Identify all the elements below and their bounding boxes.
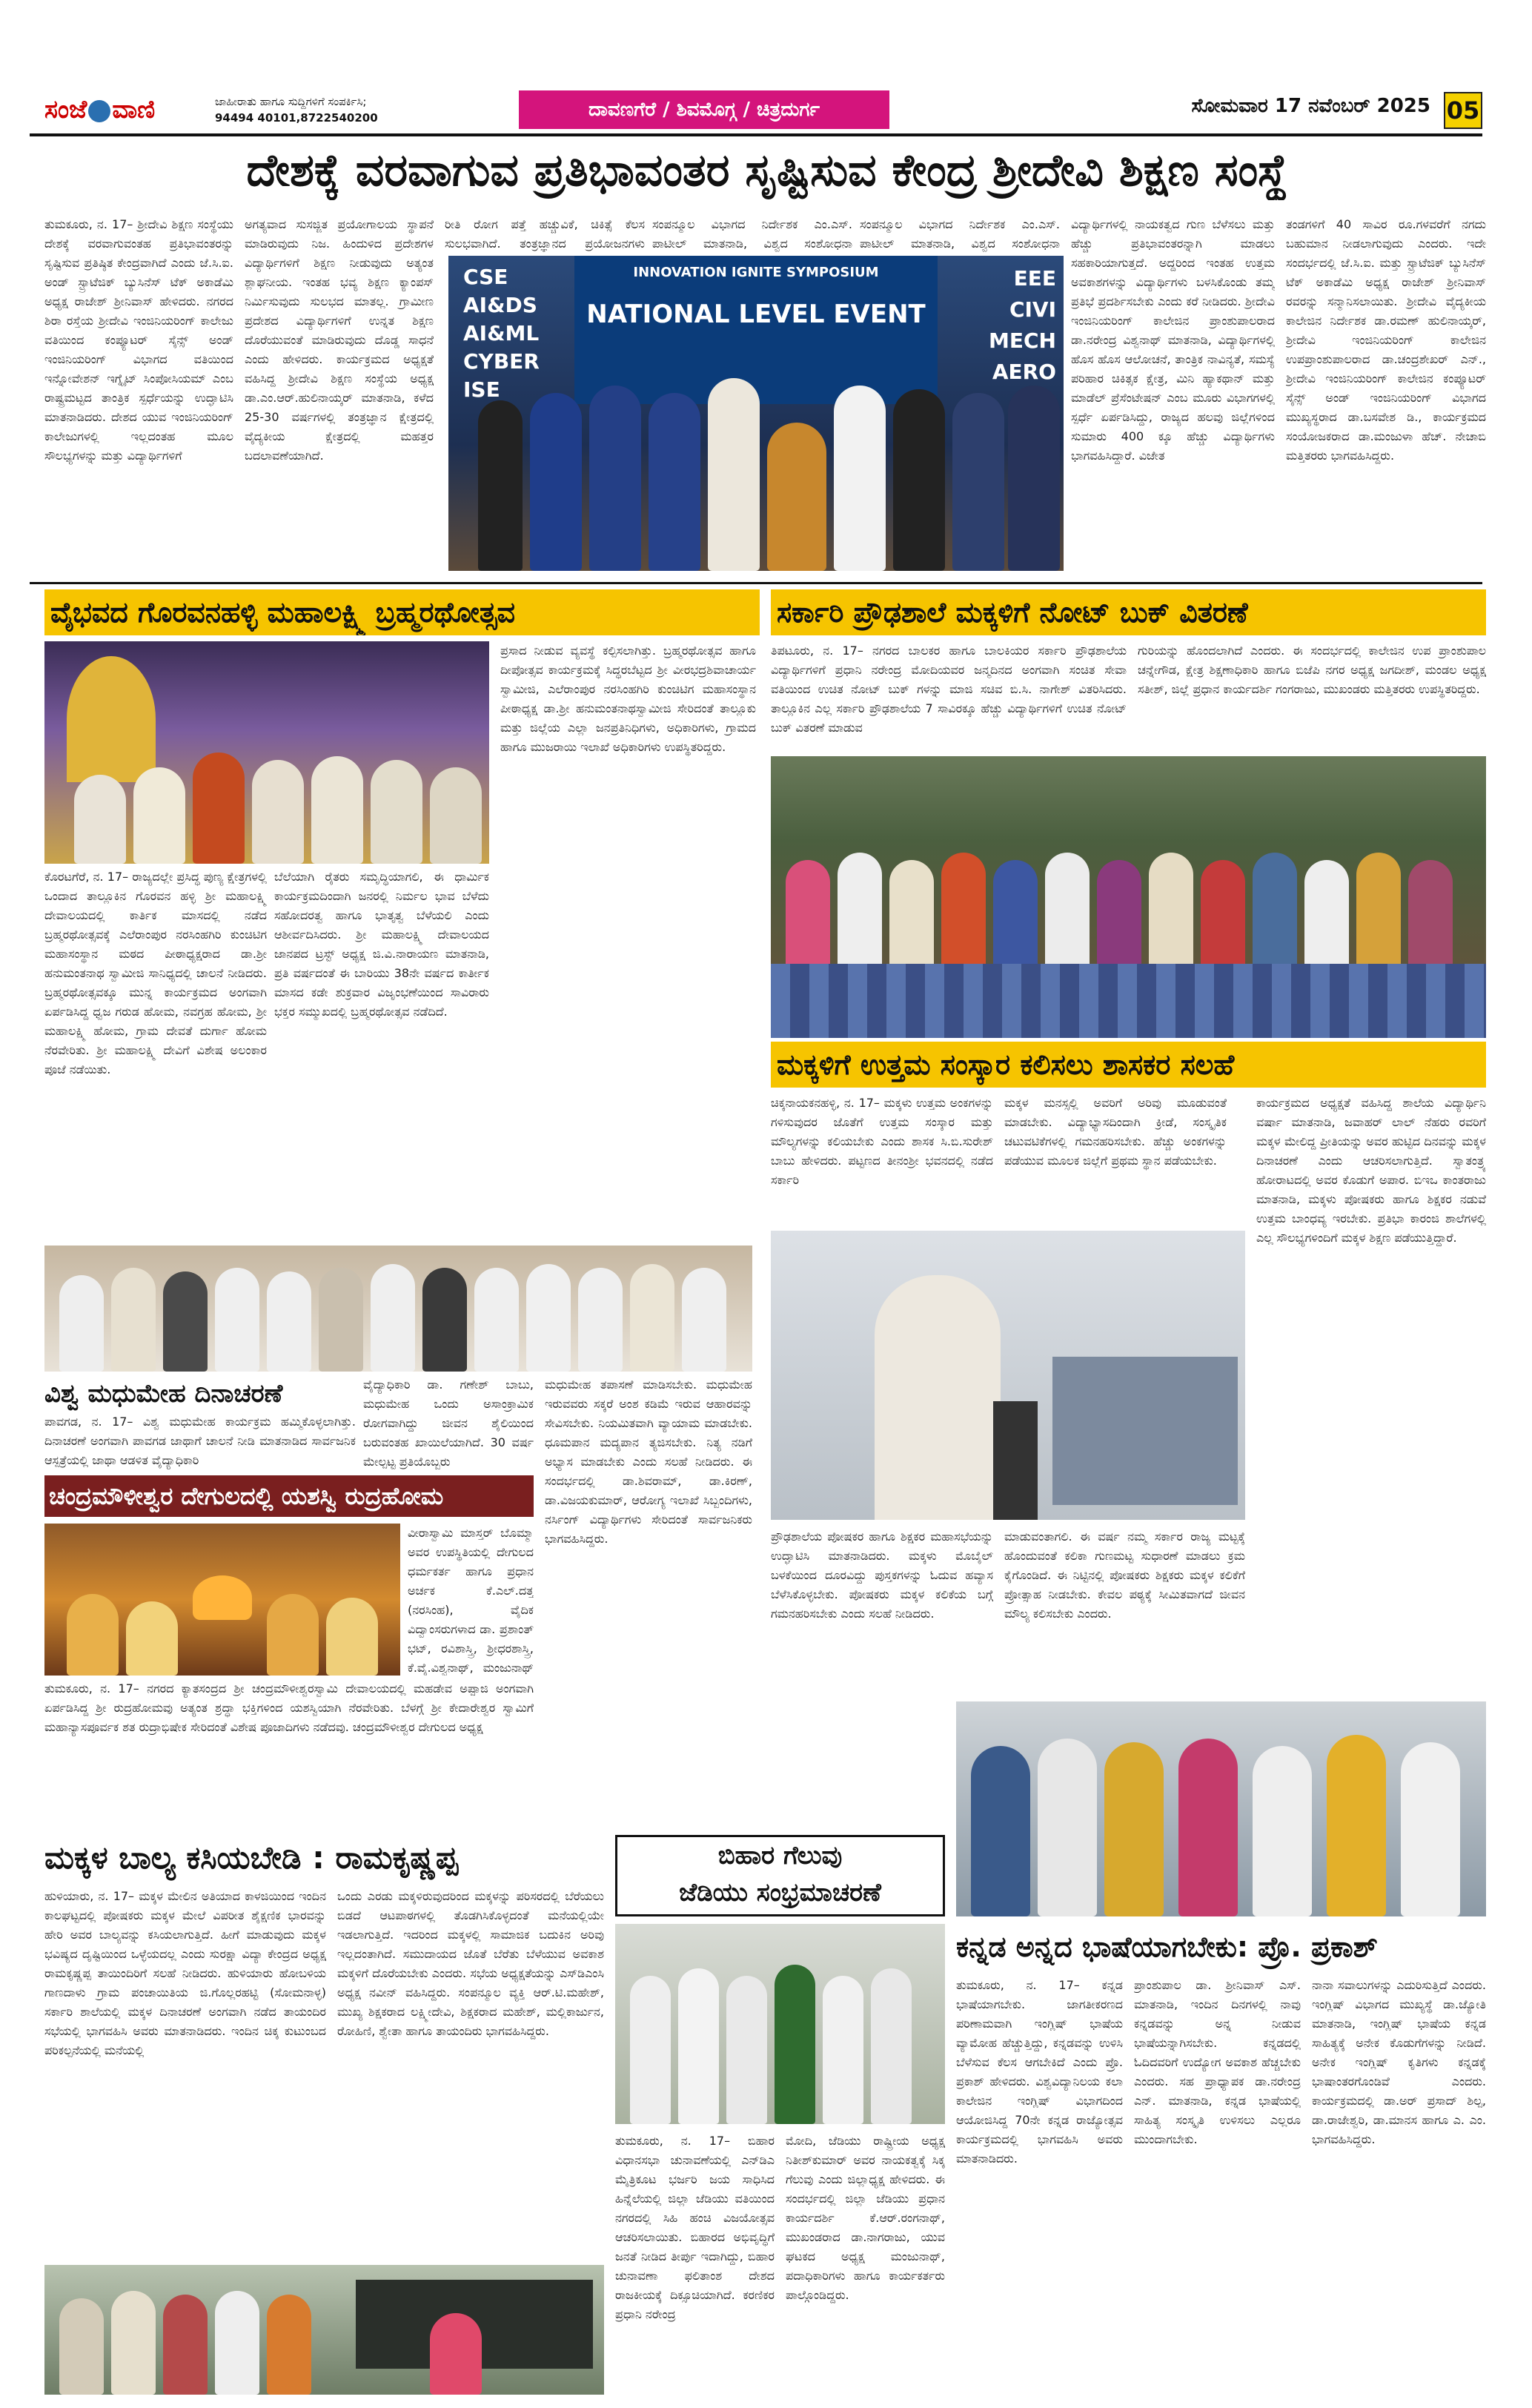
person-figure: [319, 1268, 363, 1372]
person-figure: [834, 386, 886, 571]
sanskara-photo: [771, 1231, 1245, 1520]
diabetes-headline: ವಿಶ್ವ ಮಧುಮೇಹ ದಿನಾಚರಣೆ: [44, 1379, 283, 1409]
stage-audience: [1052, 1357, 1238, 1505]
person-figure: [1008, 386, 1060, 571]
person-figure: [767, 423, 826, 571]
person-figure: [1401, 1742, 1460, 1916]
sanskara-col4: ಮಾಡುವಂತಾಗಲಿ. ಈ ವರ್ಷ ನಮ್ಮ ಸರ್ಕಾರ ರಾಜ್ಯ ಮಟ್ಟಕ್ಕೆ ಹೊಂದುವಂತೆ ಕಲಿಕಾ ಗುಣಮಟ್ಟ ಸುಧಾರಣೆ ಮಾಡಲು ಕ್ರಮ ಕೈಗೊಂಡಿದೆ. ಈ ನಿಟ್ಟಿನಲ್ಲಿ ಪೋಷಕರು ಶಿಕ್ಷಕರು ಮಕ್ಕಳ ಕಲಿಕೆಗೆ ಪ್ರೋತ್ಸಾಹ ನೀಡಬೇಕು. ಕೇವಲ ಪಠ್ಯಕ್ಕೆ ಸೀಮಿತವಾಗದೆ ಜೀವನ ಮೌಲ್ಯ ಕಲಿಸಬೇಕು ಎಂದರು.: [1004, 1529, 1245, 1621]
banner-main: NATIONAL LEVEL EVENT: [586, 300, 926, 329]
globe-icon: [88, 100, 110, 122]
person-figure: [893, 389, 945, 571]
person-figure: [163, 1271, 208, 1372]
rudrahoma-photo: [44, 1524, 400, 1676]
ramakrishnappa-headline: ಮಕ್ಕಳ ಬಾಲ್ಯ ಕಸಿಯಬೇಡಿ : ರಾಮಕೃಷ್ಣಪ್ಪ: [44, 1839, 458, 1876]
person-figure: [111, 2291, 156, 2395]
banner-title: INNOVATION IGNITE SYMPOSIUM: [633, 265, 879, 280]
person-figure: [111, 1268, 156, 1372]
main-story-col4b: ಸಂಪನ್ಮೂಲ ವಿಭಾಗದ ನಿರ್ದೇಶಕ ಎಂ.ಎಸ್. ಪಾಟೀಲ್ ಮಾತನಾಡಿ, ವಿಶ್ವದ ಸಂಶೋಧನಾ: [860, 217, 1060, 251]
person-figure: [252, 760, 304, 864]
banner-left-tags: [463, 263, 552, 411]
tag: AI&ML: [463, 321, 540, 345]
person-figure: [589, 386, 641, 571]
person-figure: [952, 393, 1004, 571]
notebook-headline: ಸರ್ಕಾರಿ ಪ್ರೌಢಶಾಲೆ ಮಕ್ಕಳಿಗೆ ನೋಟ್ ಬುಕ್ ವಿತರಣೆ: [771, 589, 1486, 635]
logo-text-left: ಸಂಜೆ: [44, 95, 87, 125]
person-figure: [215, 1268, 259, 1372]
brahmaratha-col1: ಕೊರಟಗೆರೆ, ನ. 17– ರಾಜ್ಯದಲ್ಲೇ ಪ್ರಸಿದ್ಧ ಪುಣ್ಯ ಕ್ಷೇತ್ರಗಳಲ್ಲಿ ಒಂದಾದ ತಾಲ್ಲೂಕಿನ ಗೊರವನ ಹಳ್ಳಿ ಶ್ರೀ ಮಹಾಲಕ್ಷ್ಮಿ ದೇವಾಲಯದಲ್ಲಿ ಕಾರ್ತಿಕ ಮಾಸದಲ್ಲಿ ನಡೆದ ಬ್ರಹ್ಮರಥೋತ್ಸವಕ್ಕೆ ಎಲೆರಾಂಪುರ ನರಸಿಂಹಗಿರಿ ಕುಂಚಿಟಿಗ ಮಹಾಸಂಸ್ಥಾನ ಮಠದ ಪೀಠಾಧ್ಯಕ್ಷರಾದ ಡಾ.ಶ್ರೀ ಹನುಮಂತನಾಥ ಸ್ವಾಮೀಜಿ ಸಾನಿಧ್ಯದಲ್ಲಿ ಚಾಲನೆ ನೀಡಿದರು. ಬ್ರಹ್ಮರಥೋತ್ಸವಕ್ಕೂ ಮುನ್ನ ಕಾರ್ಯಕ್ರಮದ ಅಂಗವಾಗಿ ಏರ್ಪಡಿಸಿದ್ದ ಧ್ವಜ ಗರುಡ ಹೋಮ, ನವಗ್ರಹ ಹೋಮ, ಶ್ರೀ ಮಹಾಲಕ್ಷ್ಮಿ ಹೋಮ, ಗ್ರಾಮ ದೇವತೆ ದುರ್ಗಾ ಹೋಮ ನೆರವೇರಿತು. ಶ್ರೀ ಮಹಾಲಕ್ಷ್ಮಿ ದೇವಿಗೆ ವಿಶೇಷ ಅಲಂಕಾರ ಪೂಜೆ ನಡೆಯಿತು.: [44, 870, 267, 1076]
main-story-col2: ಅಗತ್ಯವಾದ ಸುಸಜ್ಜಿತ ಪ್ರಯೋಗಾಲಯ ಸ್ಥಾಪನೆ ಮಾಡಿರುವುದು ನಿಜ. ಹಿಂದುಳಿದ ಪ್ರದೇಶಗಳ ವಿದ್ಯಾರ್ಥಿಗಳಿಗೆ ಶಿಕ್ಷಣ ನೀಡುವುದು ಅತ್ಯಂತ ಶ್ಲಾಘನೀಯ. ಇಂತಹ ಭವ್ಯ ಶಿಕ್ಷಣ ಕ್ಯಾಂಪಸ್ ನಿರ್ಮಿಸುವುದು ಸುಲಭದ ಮಾತಲ್ಲ. ಗ್ರಾಮೀಣ ಪ್ರದೇಶದ ವಿದ್ಯಾರ್ಥಿಗಳಿಗೆ ಉನ್ನತ ಶಿಕ್ಷಣ ದೊರೆಯುವಂತೆ ಮಾಡಿರುವುದು ದೊಡ್ಡ ಸಾಧನೆ ಎಂದು ಹೇಳಿದರು. ಕಾರ್ಯಕ್ರಮದ ಅಧ್ಯಕ್ಷತೆ ವಹಿಸಿದ್ದ ಶ್ರೀದೇವಿ ಶಿಕ್ಷಣ ಸಂಸ್ಥೆಯ ಅಧ್ಯಕ್ಷ ಡಾ.ಎಂ.ಆರ್.ಹುಲಿನಾಯ್ಕರ್ ಮಾತನಾಡಿ, ಕಳೆದ 25-30 ವರ್ಷಗಳಲ್ಲಿ ತಂತ್ರಜ್ಞಾನ ಕ್ಷೇತ್ರದಲ್ಲಿ ವೈದ್ಯಕೀಯ ಕ್ಷೇತ್ರದಲ್ಲಿ ಮಹತ್ತರ ಬದಲಾವಣೆಯಾಗಿದೆ.: [245, 217, 434, 463]
person-figure: [649, 393, 700, 571]
sanskara-col5: ಪ್ರೌಢಶಾಲೆಯ ಪೋಷಕರ ಹಾಗೂ ಶಿಕ್ಷಕರ ಮಹಾಸಭೆಯನ್ನು ಉದ್ಘಾಟಿಸಿ ಮಾತನಾಡಿದರು. ಮಕ್ಕಳು ಮೊಬೈಲ್ ಬಳಕೆಯಿಂದ ದೂರವಿದ್ದು ಪುಸ್ತಕಗಳನ್ನು ಓದುವ ಹವ್ಯಾಸ ಬೆಳೆಸಿಕೊಳ್ಳಬೇಕು. ಪೋಷಕರು ಮಕ್ಕಳ ಕಲಿಕೆಯ ಬಗ್ಗೆ ಗಮನಹರಿಸಬೇಕು ಎಂದು ಸಲಹೆ ನೀಡಿದರು.: [771, 1529, 993, 1621]
masthead: [0, 0, 1532, 141]
person-figure: [478, 400, 523, 571]
person-figure: [163, 2295, 208, 2395]
prakash-col2: ಪ್ರಾಂಶುಪಾಲ ಡಾ. ಶ್ರೀನಿವಾಸ್ ಎಸ್. ಮಾತನಾಡಿ, ಇಂದಿನ ದಿನಗಳಲ್ಲಿ ನಾವು ಕನ್ನಡವನ್ನು ಅನ್ನ ನೀಡುವ ಭಾಷೆಯನ್ನಾಗಿಸಬೇಕು. ಕನ್ನಡದಲ್ಲಿ ಓದಿದವರಿಗೆ ಉದ್ಯೋಗ ಅವಕಾಶ ಹೆಚ್ಚಬೇಕು ಎಂದರು. ಸಹ ಪ್ರಾಧ್ಯಾಪಕ ಡಾ.ನರೇಂದ್ರ ಎನ್. ಮಾತನಾಡಿ, ಕನ್ನಡ ಭಾಷೆಯಲ್ಲಿ ಸಾಹಿತ್ಯ ಸಂಸ್ಕೃತಿ ಉಳಿಸಲು ಎಲ್ಲರೂ ಮುಂದಾಗಬೇಕು.: [1134, 1978, 1301, 2146]
person-figure: [1253, 1746, 1312, 1916]
masthead-rule: [30, 133, 1482, 136]
sanskara-col1: ಚಿಕ್ಕನಾಯಕನಹಳ್ಳಿ, ನ. 17– ಮಕ್ಕಳು ಉತ್ತಮ ಅಂಕಗಳನ್ನು ಗಳಿಸುವುದರ ಜೊತೆಗೆ ಉತ್ತಮ ಸಂಸ್ಕಾರ ಮತ್ತು ಮೌಲ್ಯಗಳನ್ನು ಕಲಿಯಬೇಕು ಎಂದು ಶಾಸಕ ಸಿ.ಬಿ.ಸುರೇಶ್ ಬಾಬು ಹೇಳಿದರು. ಪಟ್ಟಣದ ತೀನಂಶ್ರೀ ಭವನದಲ್ಲಿ ನಡೆದ ಸರ್ಕಾರಿ: [771, 1096, 993, 1187]
notebook-col1: ತಿಪಟೂರು, ನ. 17– ನಗರದ ಬಾಲಕರ ಹಾಗೂ ಬಾಲಕಿಯರ ಸರ್ಕಾರಿ ಪ್ರೌಢಶಾಲೆಯ ವಿದ್ಯಾರ್ಥಿಗಳಿಗೆ ಪ್ರಧಾನಿ ನರೇಂದ್ರ ಮೋದಿಯವರ ಜನ್ಮದಿನದ ಅಂಗವಾಗಿ ಸಂಚಿತ ಸೇವಾ ವತಿಯಿಂದ ಉಚಿತ ನೋಟ್ ಬುಕ್ ಗಳನ್ನು ಮಾಜಿ ಸಚಿವ ಬಿ.ಸಿ. ನಾಗೇಶ್ ವಿತರಿಸಿದರು. ತಾಲ್ಲೂಕಿನ ಎಲ್ಲ ಸರ್ಕಾರಿ ಪ್ರೌಢಶಾಲೆಯ 7 ಸಾವಿರಕ್ಕೂ ಹೆಚ್ಚು ವಿದ್ಯಾರ್ಥಿಗಳಿಗೆ ಉಚಿತ ನೋಟ್ ಬುಕ್ ವಿತರಣೆ ಮಾಡುವ: [771, 644, 1127, 735]
rudrahoma-col1: ತುಮಕೂರು, ನ. 17– ನಗರದ ಕ್ಯಾತಸಂದ್ರದ ಶ್ರೀ ಚಂದ್ರಮೌಳೀಶ್ವರಸ್ವಾಮಿ ದೇವಾಲಯದಲ್ಲಿ ಮಹಡೇವ ಅಪ್ಪಾಜಿ ಅಂಗವಾಗಿ ಏರ್ಪಡಿಸಿದ್ದ ಶ್ರೀ ರುದ್ರಹೋಮವು ಅತ್ಯಂತ ಶ್ರದ್ಧಾ ಭಕ್ತಿಗಳಿಂದ ಯಶಸ್ವಿಯಾಗಿ ನೆರವೇರಿತು. ಬೆಳಗ್ಗೆ ಶ್ರೀ ಕೇದಾರೇಶ್ವರ ಸ್ವಾಮಿಗೆ ಮಹಾನ್ಯಾಸಪೂರ್ವಕ ಶತ ರುದ್ರಾಭಿಷೇಕ ಸೇರಿದಂತೆ ವಿಶೇಷ ಪೂಜಾದಿಗಳು ನಡೆದವು. ಚಂದ್ರಮೌಳೀಶ್ವರ ದೇಗುಲದ ಅಧ್ಯಕ್ಷ: [44, 1681, 534, 1734]
person-figure: [530, 393, 582, 571]
person-figure: [371, 1264, 415, 1372]
main-story-photo: [448, 256, 1064, 571]
tag: AERO: [992, 360, 1056, 384]
diabetes-col1: ಪಾವಗಡ, ನ. 17– ವಿಶ್ವ ಮಧುಮೇಹ ಕಾರ್ಯಕ್ರಮ ಹಮ್ಮಿಕೊಳ್ಳಲಾಗಿತ್ತು. ದಿನಾಚರಣೆ ಅಂಗವಾಗಿ ಪಾವಗಡ ಜಾಥಾಗೆ ಚಾಲನೆ ನೀಡಿ ಮಾತನಾಡಿದ ಸಾರ್ವಜನಿಕ ಆಸ್ಪತ್ರೆಯಲ್ಲಿ ಜಾಥಾ ಆಡಳಿತ ವೈದ್ಯಾಧಿಕಾರಿ: [44, 1415, 356, 1467]
ramakrishnappa-col1: ಹುಳಿಯಾರು, ನ. 17– ಮಕ್ಕಳ ಮೇಲಿನ ಅತಿಯಾದ ಕಾಳಜಿಯಿಂದ ಇಂದಿನ ಕಾಲಘಟ್ಟದಲ್ಲಿ ಪೋಷಕರು ಮಕ್ಕಳ ಮೇಲೆ ವಿಪರೀತ ಶೈಕ್ಷಣಿಕ ಭಾರವನ್ನು ಹೇರಿ ಅವರ ಬಾಲ್ಯವನ್ನು ಕಸಿಯಲಾಗುತ್ತಿದೆ. ಹೀಗೆ ಮಾಡುವುದು ಮಕ್ಕಳ ಭವಿಷ್ಯದ ದೃಷ್ಟಿಯಿಂದ ಒಳ್ಳೆಯದಲ್ಲ ಎಂದು ಸುರಕ್ಷಾ ವಿದ್ಯಾ ಕೇಂದ್ರದ ಅಧ್ಯಕ್ಷ ರಾಮಕೃಷ್ಣಪ್ಪ ತಾಯಿಂದಿರಿಗೆ ಸಲಹೆ ನೀಡಿದರು. ಹುಳಿಯಾರು ಹೋಬಳಿಯ ಗಾಣದಾಳು ಗ್ರಾಮ ಪಂಚಾಯಿತಿಯ ಜಿ.ಗೊಲ್ಲರಹಟ್ಟಿ (ಸೋಮನಾಳ್ಳ) ಸರ್ಕಾರಿ ಶಾಲೆಯಲ್ಲಿ ಮಕ್ಕಳ ದಿನಾಚರಣೆ ಅಂಗವಾಗಿ ನಡೆದ ತಾಯಂದಿರ ಸಭೆಯಲ್ಲಿ ಭಾಗವಹಿಸಿ ಅವರು ಮಾತನಾಡಿದರು. ಇಂದಿನ ಚಿಕ್ಕ ಕುಟುಂಬದ ಪರಿಕಲ್ಪನೆಯಲ್ಲಿ ಮನೆಯಲ್ಲಿ: [44, 1889, 326, 2057]
person-figure: [67, 1594, 119, 1676]
main-story-col5: ವಿದ್ಯಾರ್ಥಿಗಳಲ್ಲಿ ನಾಯಕತ್ವದ ಗುಣ ಬೆಳೆಸಲು ಮತ್ತು ಹೆಚ್ಚು ಪ್ರತಿಭಾವಂತರನ್ನಾಗಿ ಮಾಡಲು ಸಹಕಾರಿಯಾಗುತ್ತದೆ. ಅದ್ದರಿಂದ ಇಂತಹ ಉತ್ತಮ ಅವಕಾಶಗಳನ್ನು ವಿದ್ಯಾರ್ಥಿಗಳು ಬಳಸಿಕೊಂಡು ತಮ್ಮ ಪ್ರತಿಭೆ ಪ್ರದರ್ಶಿಸಬೇಕು ಎಂದು ಕರೆ ನೀಡಿದರು. ಶ್ರೀದೇವಿ ಇಂಜಿನಿಯರಿಂಗ್ ಕಾಲೇಜಿನ ಪ್ರಾಂಶುಪಾಲರಾದ ಡಾ.ನರೇಂದ್ರ ವಿಶ್ವನಾಥ್ ಮಾತನಾಡಿ, ವಿದ್ಯಾರ್ಥಿಗಳಲ್ಲಿ ಹೊಸ ಹೊಸ ಆಲೋಚನೆ, ತಾಂತ್ರಿಕ ನಾವಿನ್ಯತೆ, ಸಮಸ್ಯೆ ಪರಿಹಾರ ಚಿಕಿತ್ಸಕ ಕ್ಷೇತ್ರ, ಮಿನಿ ಹ್ಯಾಕಥಾನ್ ಮತ್ತು ಮಾಡೆಲ್ ಪ್ರೆಸೆಂಟೇಷನ್ ಎಂಬ ಮೂರು ವಿಭಾಗಗಳಲ್ಲಿ ಸ್ಪರ್ಧೆ ಏರ್ಪಡಿಸಿದ್ದು, ರಾಜ್ಯದ ಹಲವು ಜಿಲ್ಲೆಗಳಿಂದ ಸುಮಾರು 400 ಕ್ಕೂ ಹೆಚ್ಚು ವಿದ್ಯಾರ್ಥಿಗಳು ಭಾಗವಹಿಸಿದ್ದಾರೆ. ವಿಜೇತ: [1071, 217, 1275, 463]
brahmaratha-col3: ಪ್ರಸಾದ ನೀಡುವ ವ್ಯವಸ್ಥೆ ಕಲ್ಪಿಸಲಾಗಿತ್ತು. ಬ್ರಹ್ಮರಥೋತ್ಸವ ಹಾಗೂ ದೀಪೋತ್ಸವ ಕಾರ್ಯಕ್ರಮಕ್ಕೆ ಸಿದ್ಧರಬೆಟ್ಟದ ಶ್ರೀ ವೀರಭದ್ರಶಿವಾಚಾರ್ಯ ಸ್ವಾಮೀಜಿ, ಎಲೆರಾಂಪುರ ನರಸಿಂಹಗಿರಿ ಕುಂಚಿಟಿಗ ಮಹಾಸಂಸ್ಥಾನ ಪೀಠಾಧ್ಯಕ್ಷ ಡಾ.ಶ್ರೀ ಹನುಮಂತನಾಥಸ್ವಾಮೀಜಿ ಸೇರಿದಂತೆ ತಾಲ್ಲೂಕು ಮತ್ತು ಜಿಲ್ಲೆಯ ಎಲ್ಲಾ ಜನಪ್ರತಿನಿಧಿಗಳು, ಅಧಿಕಾರಿಗಳು, ಗ್ರಾಮದ ಹಾಗೂ ಮುಜರಾಯಿ ಇಲಾಖೆ ಅಧಿಕಾರಿಗಳು ಉಪಸ್ಥಿತರಿದ್ದರು.: [500, 644, 756, 754]
logo-text-right: ವಾಣಿ: [112, 95, 156, 125]
diabetes-col3: ಮಧುಮೇಹ ತಪಾಸಣೆ ಮಾಡಿಸಬೇಕು. ಮಧುಮೇಹ ಇರುವವರು ಸಕ್ಕರೆ ಅಂಶ ಕಡಿಮೆ ಇರುವ ಆಹಾರವನ್ನು ಸೇವಿಸಬೇಕು. ನಿಯಮಿತವಾಗಿ ವ್ಯಾಯಾಮ ಮಾಡಬೇಕು. ಧೂಮಪಾನ ಮದ್ಯಪಾನ ತ್ಯಜಿಸಬೇಕು. ನಿತ್ಯ ನಡಿಗೆ ಅಭ್ಯಾಸ ಮಾಡಬೇಕು ಎಂದು ಸಲಹೆ ನೀಡಿದರು. ಈ ಸಂದರ್ಭದಲ್ಲಿ ಡಾ.ಶಿವರಾಮ್, ಡಾ.ಕಿರಣ್, ಡಾ.ವಿಜಯಕುಮಾರ್, ಆರೋಗ್ಯ ಇಲಾಖೆ ಸಿಬ್ಬಂದಿಗಳು, ನರ್ಸಿಂಗ್ ವಿದ್ಯಾರ್ಥಿಗಳು ಸೇರಿದಂತೆ ಸಾರ್ವಜನಿಕರು ಭಾಗವಹಿಸಿದ್ದರು.: [545, 1377, 752, 1546]
newspaper-logo: [44, 95, 208, 128]
person-figure: [474, 1268, 519, 1372]
person-figure: [133, 767, 185, 864]
person-figure: [1038, 1739, 1097, 1916]
speaker-figure: [875, 1275, 1001, 1520]
person-figure: [678, 1968, 719, 2124]
sanskara-col3: ಕಾರ್ಯಕ್ರಮದ ಅಧ್ಯಕ್ಷತೆ ವಹಿಸಿದ್ದ ಶಾಲೆಯ ವಿದ್ಯಾರ್ಥಿನಿ ವರ್ಷಾ ಮಾತನಾಡಿ, ಜವಾಹರ್ ಲಾಲ್ ನೆಹರು ರವರಿಗೆ ಮಕ್ಕಳ ಮೇಲಿದ್ದ ಪ್ರೀತಿಯನ್ನು ಅವರ ಹುಟ್ಟಿದ ದಿನವನ್ನು ಮಕ್ಕಳ ದಿನಾಚರಣೆ ಎಂದು ಆಚರಿಸಲಾಗುತ್ತಿದೆ. ಸ್ವಾತಂತ್ರ್ಯ ಹೋರಾಟದಲ್ಲಿ ಅವರ ಕೊಡುಗೆ ಅಪಾರ. ಬಿಇಒ ಕಾಂತರಾಜು ಮಾತನಾಡಿ, ಮಕ್ಕಳು ಪೋಷಕರು ಹಾಗೂ ಶಿಕ್ಷಕರ ನಡುವೆ ಉತ್ತಮ ಬಾಂಧವ್ಯ ಇರಬೇಕು. ಪ್ರತಿಭಾ ಕಾರಂಜಿ ಶಾಲೆಗಳಲ್ಲಿ ಎಲ್ಲ ಸೌಲಭ್ಯಗಳಿಂದಿಗೆ ಮಕ್ಕಳ ಶಿಕ್ಷಣ ಪಡೆಯುತ್ತಿದ್ದಾರೆ.: [1256, 1096, 1486, 1245]
rudrahoma-headline: ಚಂದ್ರಮೌಳೀಶ್ವರ ದೇಗುಲದಲ್ಲಿ ಯಶಸ್ವಿ ರುದ್ರಹೋಮ: [44, 1475, 534, 1517]
bihar-headline-box: [615, 1835, 945, 1916]
prakash-col3: ನಾನಾ ಸವಾಲುಗಳನ್ನು ಎದುರಿಸುತ್ತಿದೆ ಎಂದರು. ಇಂಗ್ಲಿಷ್ ವಿಭಾಗದ ಮುಖ್ಯಸ್ಥೆ ಡಾ.ಜ್ಯೋತಿ ಮಾತನಾಡಿ, ಇಂಗ್ಲಿಷ್ ಭಾಷೆಯ ಕನ್ನಡ ಸಾಹಿತ್ಯಕ್ಕೆ ಅನೇಕ ಕೊಡುಗೆಗಳನ್ನು ನೀಡಿದೆ. ಅನೇಕ ಇಂಗ್ಲಿಷ್ ಕೃತಿಗಳು ಕನ್ನಡಕ್ಕೆ ಭಾಷಾಂತರಗೊಂಡಿವೆ ಎಂದರು. ಕಾರ್ಯಕ್ರಮದಲ್ಲಿ ಡಾ.ಅರ್ ಪ್ರಸಾದ್ ಶಿಲ್ಪ, ಡಾ.ರಾಜೇಶ್ವರಿ, ಡಾ.ಮಾನಸ ಹಾಗೂ ಎ. ಎಂ. ಭಾಗವಹಿಸಿದ್ದರು.: [1312, 1978, 1486, 2146]
homa-fire: [193, 1575, 252, 1620]
person-figure: [630, 1976, 671, 2124]
prakash-headline: ಕನ್ನಡ ಅನ್ನದ ಭಾಷೆಯಾಗಬೇಕು: ಪ್ರೊ. ಪ್ರಕಾಶ್: [956, 1931, 1378, 1963]
person-figure: [682, 1268, 726, 1372]
main-story-col1: ತುಮಕೂರು, ನ. 17– ಶ್ರೀದೇವಿ ಶಿಕ್ಷಣ ಸಂಸ್ಥೆಯು ದೇಶಕ್ಕೆ ವರವಾಗುವಂತಹ ಪ್ರತಿಭಾವಂತರನ್ನು ಸೃಷ್ಟಿಸುವ ಪ್ರತಿಷ್ಠಿತ ಕೇಂದ್ರವಾಗಿದೆ ಎಂದು ಜೆ.ಸಿ.ಐ. ಅಂಡ್ ಸ್ಟ್ರಾಟೆಜಿಕ್ ಬ್ಯುಸಿನೆಸ್ ಟೆಕ್ ಅಕಾಡೆಮಿ ಅಧ್ಯಕ್ಷ ರಾಜೇಶ್ ಶ್ರೀನಿವಾಸ್ ಹೇಳಿದರು. ನಗರದ ಶಿರಾ ರಸ್ತೆಯ ಶ್ರೀದೇವಿ ಇಂಜಿನಿಯರಿಂಗ್ ಕಾಲೇಜು ವತಿಯಿಂದ ಕಂಪ್ಯೂಟರ್ ಸೈನ್ಸ್ ಅಂಡ್ ಇಂಜಿನಿಯರಿಂಗ್ ವಿಭಾಗದ ವತಿಯಿಂದ ಇನ್ನೋವೇಶನ್ ಇಗ್ನೈಟ್ ಸಿಂಪೋಸಿಯಮ್ ಎಂಬ ರಾಷ್ಟ್ರಮಟ್ಟದ ತಾಂತ್ರಿಕ ಸ್ಪರ್ಧೆಯನ್ನು ಉದ್ಘಾಟಿಸಿ ಮಾತನಾಡಿದರು. ದೇಶದ ಯುವ ಇಂಜಿನಿಯರಿಂಗ್ ಕಾಲೇಜುಗಳಲ್ಲಿ ಇಲ್ಲದಂತಹ ಮೂಲ ಸೌಲಭ್ಯಗಳನ್ನು ಮತ್ತು ವಿದ್ಯಾರ್ಥಿಗಳಿಗೆ: [44, 217, 233, 463]
bihar-col1: ತುಮಕೂರು, ನ. 17– ಬಿಹಾರ ವಿಧಾನಸಭಾ ಚುನಾವಣೆಯಲ್ಲಿ ಎನ್‌ಡಿಎ ಮೈತ್ರಿಕೂಟ ಭರ್ಜರಿ ಜಯ ಸಾಧಿಸಿದ ಹಿನ್ನೆಲೆಯಲ್ಲಿ ಜಿಲ್ಲಾ ಜೆಡಿಯು ವತಿಯಿಂದ ನಗರದಲ್ಲಿ ಸಿಹಿ ಹಂಚಿ ವಿಜಯೋತ್ಸವ ಆಚರಿಸಲಾಯಿತು. ಬಿಹಾರದ ಅಭಿವೃದ್ಧಿಗೆ ಜನತೆ ನೀಡಿದ ತೀರ್ಪು ಇದಾಗಿದ್ದು, ಬಿಹಾರ ಚುನಾವಣಾ ಫಲಿತಾಂಶ ದೇಶದ ರಾಜಕೀಯಕ್ಕೆ ದಿಕ್ಸೂಚಿಯಾಗಿದೆ. ಕರಣಿಕರ ಪ್ರಧಾನಿ ನರೇಂದ್ರ: [615, 2134, 775, 2321]
person-figure: [422, 1268, 467, 1372]
person-figure: [630, 1264, 674, 1372]
sanskara-col2: ಮಕ್ಕಳ ಮನಸ್ಸಲ್ಲಿ ಅವರಿಗೆ ಅರಿವು ಮೂಡುವಂತೆ ಮಾಡಬೇಕು. ವಿದ್ಯಾಭ್ಯಾಸದಿಂದಾಗಿ ಕ್ರೀಡೆ, ಸಂಸ್ಕೃತಿಕ ಚಟುವಟಿಕೆಗಳಲ್ಲಿ ಗಮನಹರಿಸಬೇಕು. ಹೆಚ್ಚು ಅಂಕಗಳನ್ನು ಪಡೆಯುವ ಮೂಲಕ ಜಿಲ್ಲೆಗೆ ಪ್ರಥಮ ಸ್ಥಾನ ಪಡೆಯಬೇಕು.: [1004, 1096, 1227, 1168]
brahmaratha-headline: ವೈಭವದ ಗೊರವನಹಳ್ಳಿ ಮಹಾಲಕ್ಷ್ಮಿ ಬ್ರಹ್ಮರಥೋತ್ಸವ: [44, 589, 760, 635]
main-headline: ದೇಶಕ್ಕೆ ವರವಾಗುವ ಪ್ರತಿಭಾವಂತರ ಸೃಷ್ಟಿಸುವ ಕೇಂದ್ರ ಶ್ರೀದೇವಿ ಶಿಕ್ಷಣ ಸಂಸ್ಥೆ: [246, 145, 1288, 196]
person-figure: [526, 1264, 571, 1372]
sanskara-headline: ಮಕ್ಕಳಿಗೆ ಉತ್ತಮ ಸಂಸ್ಕಾರ ಕಲಿಸಲು ಶಾಸಕರ ಸಲಹೆ: [771, 1042, 1486, 1088]
main-story-col6: ತಂಡಗಳಿಗೆ 40 ಸಾವಿರ ರೂ.ಗಳವರೆಗೆ ನಗದು ಬಹುಮಾನ ನೀಡಲಾಗುವುದು ಎಂದರು. ಇದೇ ಸಂದರ್ಭದಲ್ಲಿ ಜೆ.ಸಿ.ಐ. ಮತ್ತು ಸ್ಟ್ರಾಟೆಜಿಕ್ ಬ್ಯುಸಿನೆಸ್ ಟೆಕ್ ಅಕಾಡೆಮಿ ಅಧ್ಯಕ್ಷ ರಾಜೇಶ್ ಶ್ರೀನಿವಾಸ್ ರವರನ್ನು ಸನ್ಮಾನಿಸಲಾಯಿತು. ಶ್ರೀದೇವಿ ವೈದ್ಯಕೀಯ ಕಾಲೇಜಿನ ನಿರ್ದೇಶಕ ಡಾ.ರಮಣ್ ಹುಲಿನಾಯ್ಕರ್, ಶ್ರೀದೇವಿ ಇಂಜಿನಿಯರಿಂಗ್ ಕಾಲೇಜಿನ ಉಪಪ್ರಾಂಶುಪಾಲರಾದ ಡಾ.ಚಂದ್ರಶೇಖರ್ ಎನ್., ಶ್ರೀದೇವಿ ಇಂಜಿನಿಯರಿಂಗ್ ಕಾಲೇಜಿನ ಕಂಪ್ಯೂಟರ್ ಸೈನ್ಸ್ ಅಂಡ್ ಇಂಜಿನಿಯರಿಂಗ್ ವಿಭಾಗದ ಮುಖ್ಯಸ್ಥರಾದ ಡಾ.ಬಸವೇಶ ಡಿ., ಕಾರ್ಯಕ್ರಮದ ಸಂಯೋಜಕರಾದ ಡಾ.ಮಂಜುಳಾ ಹೆಚ್. ನೇಚಾಬಿ ಮತ್ತಿತರರು ಭಾಗವಹಿಸಿದ್ದರು.: [1286, 217, 1486, 463]
person-figure: [126, 1601, 178, 1676]
person-figure: [775, 1965, 815, 2124]
ramakrishnappa-photo: [44, 2265, 604, 2395]
rudrahoma-col2: ವೀರಾಸ್ವಾಮಿ ಮಾಸ್ತರ್ ಬೊಮ್ಮಾ ಅವರ ಉಪಸ್ಥಿತಿಯಲ್ಲಿ ದೇಗುಲದ ಧರ್ಮಕರ್ತ ಹಾಗೂ ಪ್ರಧಾನ ಅರ್ಚಕ ಕೆ.ಎಲ್.ದತ್ತ (ನರಸಿಂಹ), ವೈದಿಕ ವಿದ್ವಾಂಸರುಗಳಾದ ಡಾ. ಪ್ರಶಾಂತ್ ಭಟ್, ರವಿಶಾಸ್ತ್ರಿ, ಶ್ರೀಧರಶಾಸ್ತ್ರಿ, ಕೆ.ವೈ.ವಿಶ್ವನಾಥ್, ಮಂಜುನಾಥ್: [408, 1526, 534, 1675]
person-figure: [59, 2298, 104, 2395]
brahmaratha-photo: [44, 641, 489, 864]
person-figure: [1327, 1735, 1386, 1916]
section-rule: [30, 582, 1482, 584]
person-figure: [871, 1968, 912, 2124]
contact-phone: 94494 40101,8722540200: [215, 111, 378, 125]
person-figure: [371, 760, 422, 864]
person-figure: [267, 2295, 311, 2395]
tag: CIVI: [1009, 297, 1056, 322]
ramakrishnappa-col2: ಒಂದು ಎರಡು ಮಕ್ಕಳಿರುವುದರಿಂದ ಮಕ್ಕಳನ್ನು ಪರಿಸರದಲ್ಲಿ ಬೆರೆಯಲು ಬಿಡದೆ ಆಟಪಾಠಗಳಲ್ಲಿ ತೊಡಗಿಸಿಕೊಳ್ಳದಂತೆ ಮನೆಯಲ್ಲಿಯೇ ಇಡಲಾಗುತ್ತಿದೆ. ಇದರಿಂದ ಮಕ್ಕಳಲ್ಲಿ ಸಾಮಾಜಿಕ ಬದುಕಿನ ಅರಿವು ಇಲ್ಲದಂತಾಗಿದೆ. ಸಮುದಾಯದ ಜೊತೆ ಬೆರೆತು ಬೆಳೆಯುವ ಅವಕಾಶ ಮಕ್ಕಳಿಗೆ ದೊರೆಯಬೇಕು ಎಂದರು. ಸಭೆಯ ಅಧ್ಯಕ್ಷತೆಯನ್ನು ಎಸ್‌ಡಿಎಂಸಿ ಅಧ್ಯಕ್ಷ ನವೀನ್ ವಹಿಸಿದ್ದರು. ಸಂಪನ್ಮೂಲ ವ್ಯಕ್ತಿ ಆರ್.ಟಿ.ಮಹೇಶ್, ಮುಖ್ಯ ಶಿಕ್ಷಕರಾದ ಲಕ್ಷ್ಮೀದೇವಿ, ಶಿಕ್ಷಕರಾದ ಮಹೇಶ್, ಮಲ್ಲಿಕಾರ್ಜುನ, ರೋಹಿಣಿ, ಶ್ವೇತಾ ಹಾಗೂ ತಾಯಂದಿರು ಭಾಗವಹಿಸಿದ್ದರು.: [337, 1889, 604, 2038]
person-figure: [1178, 1739, 1238, 1916]
prakash-col1: ತುಮಕೂರು, ನ. 17– ಕನ್ನಡ ಭಾಷೆಯಾಗಬೇಕು. ಜಾಗತೀಕರಣದ ಪರಿಣಾಮವಾಗಿ ಇಂಗ್ಲಿಷ್ ಭಾಷೆಯ ವ್ಯಾಮೋಹ ಹೆಚ್ಚುತ್ತಿದ್ದು, ಕನ್ನಡವನ್ನು ಉಳಿಸಿ ಬೆಳೆಸುವ ಕೆಲಸ ಆಗಬೇಕಿದೆ ಎಂದು ಪ್ರೊ. ಪ್ರಕಾಶ್ ಹೇಳಿದರು. ವಿಶ್ವವಿದ್ಯಾನಿಲಯ ಕಲಾ ಕಾಲೇಜಿನ ಇಂಗ್ಲಿಷ್ ವಿಭಾಗದಿಂದ ಆಯೋಜಿಸಿದ್ದ 70ನೇ ಕನ್ನಡ ರಾಜ್ಯೋತ್ಸವ ಕಾರ್ಯಕ್ರಮದಲ್ಲಿ ಭಾಗವಹಿಸಿ ಅವರು ಮಾತನಾಡಿದರು.: [956, 1978, 1123, 2166]
brahmaratha-col2: ಬೆಲೆಯಾಗಿ ರೈತರು ಸಮೃದ್ಧಿಯಾಗಲಿ, ಈ ಧಾರ್ಮಿಕ ಕಾರ್ಯಕ್ರಮದಿಂದಾಗಿ ಜನರಲ್ಲಿ ನಿರ್ಮಲ ಭಾವ ಬೆಳೆದು ಸಹೋದರತ್ವ ಹಾಗೂ ಭಾತೃತ್ವ ಬೆಳೆಯಲಿ ಎಂದು ಆಶೀರ್ವದಿಸಿದರು. ಶ್ರೀ ಮಹಾಲಕ್ಷ್ಮಿ ದೇವಾಲಯದ ಜಾನಪದ ಟ್ರಸ್ಟ್ ಅಧ್ಯಕ್ಷ ಜಿ.ವಿ.ನಾರಾಯಣ ಮಾತನಾಡಿ, ಪ್ರತಿ ವರ್ಷದಂತೆ ಈ ಬಾರಿಯು 38ನೇ ವರ್ಷದ ಕಾರ್ತೀಕ ಮಾಸದ ಕಡೇ ಶುಕ್ರವಾರ ವಿಜೃಂಭಣೆಯಿಂದ ಸಾವಿರಾರು ಭಕ್ತರ ಸಮ್ಮುಖದಲ್ಲಿ ಬ್ರಹ್ಮರಥೋತ್ಸವ ನಡೆದಿದೆ.: [274, 870, 489, 1019]
event-banner: [574, 256, 938, 404]
tag: ISE: [463, 377, 500, 402]
prakash-photo: [956, 1701, 1486, 1916]
contact-info: [215, 93, 497, 129]
person-figure: [708, 378, 760, 571]
person-figure: [267, 1594, 319, 1676]
bihar-headline-line2: ಜೆಡಿಯು ಸಂಭ್ರಮಾಚರಣೆ: [679, 1878, 881, 1908]
main-story-col3: ರೀತಿ ರೋಗ ಪತ್ತೆ ಹಚ್ಚುವಿಕೆ, ಚಿಕಿತ್ಸೆ ಕೆಲಸ ಸುಲಭವಾಗಿದೆ. ತಂತ್ರಜ್ಞಾನದ ಪ್ರಯೋಜನಗಳು: [445, 217, 645, 251]
date-line: ಸೋಮವಾರ 17 ನವೆಂಬರ್ 2025: [1191, 95, 1430, 117]
person-figure: [215, 2291, 259, 2395]
notebook-col2: ಗುರಿಯನ್ನು ಹೊಂದಲಾಗಿದೆ ಎಂದರು. ಈ ಸಂದರ್ಭದಲ್ಲಿ ಕಾಲೇಜಿನ ಉಪ ಪ್ರಾಂಶುಪಾಲ ಚನ್ನೇಗೌಡ, ಕ್ಷೇತ್ರ ಶಿಕ್ಷಣಾಧಿಕಾರಿ ಹಾಗೂ ಬಿಜೆಪಿ ನಗರ ಅಧ್ಯಕ್ಷ ಜಗದೀಶ್, ಮಂಡಲ ಅಧ್ಯಕ್ಷ ಸತೀಶ್, ಜಿಲ್ಲೆ ಪ್ರಧಾನ ಕಾರ್ಯದರ್ಶಿ ಗಂಗರಾಜು, ಮುಖಂಡರು ಮತ್ತಿತರರು ಉಪಸ್ಥಿತರಿದ್ದರು.: [1138, 644, 1486, 696]
bihar-headline-line1: ಬಿಹಾರ ಗೆಲುವು: [717, 1841, 843, 1870]
person-figure: [1104, 1742, 1164, 1916]
tag: AI&DS: [463, 293, 537, 317]
diabetes-col2: ವೈದ್ಯಾಧಿಕಾರಿ ಡಾ. ಗಣೇಶ್ ಬಾಬು, ಮಧುಮೇಹ ಒಂದು ಅಸಾಂಕ್ರಾಮಿಕ ರೋಗವಾಗಿದ್ದು ಜೀವನ ಶೈಲಿಯಿಂದ ಬರುವಂತಹ ಖಾಯಿಲೆಯಾಗಿದೆ. 30 ವರ್ಷ ಮೇಲ್ಪಟ್ಟ ಪ್ರತಿಯೊಬ್ಬರು: [363, 1377, 534, 1469]
person-figure: [578, 1268, 623, 1372]
bihar-photo: [615, 1924, 945, 2124]
seated-students: [771, 964, 1486, 1038]
person-figure: [726, 1976, 767, 2124]
person-figure: [267, 1271, 311, 1372]
person-figure: [193, 752, 245, 864]
diabetes-photo: [44, 1246, 752, 1372]
tag: CYBER: [463, 349, 540, 374]
bihar-col2: ಮೋದಿ, ಜೆಡಿಯು ರಾಷ್ಟ್ರೀಯ ಅಧ್ಯಕ್ಷ ನಿತೀಶ್‌ಕುಮಾರ್ ಅವರ ನಾಯಕತ್ವಕ್ಕೆ ಸಿಕ್ಕ ಗೆಲುವು ಎಂದು ಜಿಲ್ಲಾಧ್ಯಕ್ಷ ಹೇಳಿದರು. ಈ ಸಂದರ್ಭದಲ್ಲಿ ಜಿಲ್ಲಾ ಜೆಡಿಯು ಪ್ರಧಾನ ಕಾರ್ಯದರ್ಶಿ ಕೆ.ಆರ್.ರಂಗನಾಥ್, ಮುಖಂಡರಾದ ಡಾ.ನಾಗರಾಜು, ಯುವ ಘಟಕದ ಅಧ್ಯಕ್ಷ ಮಂಜುನಾಥ್, ಪದಾಧಿಕಾರಿಗಳು ಹಾಗೂ ಕಾರ್ಯಕರ್ತರು ಪಾಲ್ಗೊಂಡಿದ್ದರು.: [786, 2134, 945, 2302]
deity-chariot: [67, 656, 156, 782]
tag: CSE: [463, 265, 508, 289]
person-figure: [59, 1275, 104, 1372]
person-figure: [326, 1598, 378, 1676]
page-number: 05: [1444, 92, 1482, 129]
person-figure: [823, 1976, 863, 2124]
person-figure: [311, 756, 363, 864]
notebook-photo: [771, 756, 1486, 1038]
person-figure: [74, 775, 126, 864]
person-figure: [430, 767, 482, 864]
person-figure: [971, 1746, 1030, 1916]
contact-line: ಜಾಹೀರಾತು ಹಾಗೂ ಸುದ್ದಿಗಳಿಗೆ ಸಂಪರ್ಕಿಸಿ;: [215, 95, 367, 108]
podium-mic: [993, 1401, 1038, 1520]
tag: MECH: [989, 328, 1056, 353]
region-banner: ದಾವಣಗೆರೆ / ಶಿವಮೊಗ್ಗ / ಚಿತ್ರದುರ್ಗ: [519, 90, 889, 129]
main-story-col4: ಸಂಪನ್ಮೂಲ ವಿಭಾಗದ ನಿರ್ದೇಶಕ ಎಂ.ಎಸ್. ಪಾಟೀಲ್ ಮಾತನಾಡಿ, ವಿಶ್ವದ ಸಂಶೋಧನಾ: [652, 217, 852, 251]
person-figure: [430, 2313, 482, 2395]
tag: EEE: [1013, 266, 1056, 291]
